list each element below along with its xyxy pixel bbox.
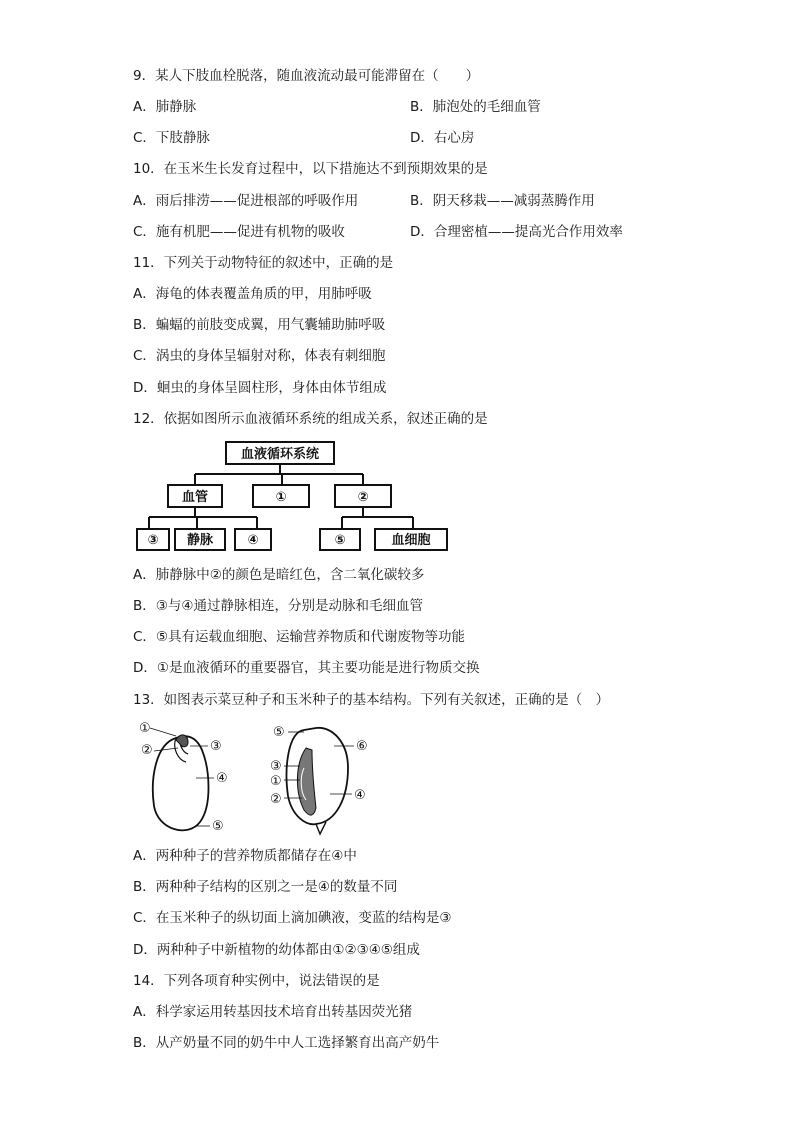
bean-label-4: ④	[216, 771, 228, 786]
q11-option-c: C．涡虫的身体呈辐射对称，体表有刺细胞	[133, 348, 386, 364]
diagram-root-label: 血液循环系统	[240, 447, 320, 462]
q9-option-a: A．肺静脉	[133, 99, 197, 115]
q11-stem: 11．下列关于动物特征的叙述中，正确的是	[133, 255, 394, 271]
corn-label-3: ③	[270, 759, 282, 774]
corn-label-5: ⑤	[273, 725, 285, 740]
corn-label-1: ①	[270, 774, 282, 789]
q11-option-d: D．蛔虫的身体呈圆柱形，身体由体节组成	[133, 380, 387, 396]
bean-label-5: ⑤	[212, 819, 224, 834]
q10-stem: 10．在玉米生长发育过程中，以下措施达不到预期效果的是	[133, 161, 488, 177]
q10-option-b: B．阴天移栽——减弱蒸腾作用	[410, 193, 595, 209]
corn-label-6: ⑥	[356, 739, 368, 754]
q13-option-d: D．两种种子中新植物的幼体都由①②③④⑤组成	[133, 942, 420, 958]
corn-label-2: ②	[270, 792, 282, 807]
q14-option-b: B．从产奶量不同的奶牛中人工选择繁育出高产奶牛	[133, 1035, 440, 1051]
circulation-system-diagram	[135, 440, 450, 552]
corn-seed-drawing	[284, 728, 354, 834]
q11-option-a: A．海龟的体表覆盖角质的甲，用肺呼吸	[133, 286, 372, 302]
q10-option-c: C．施有机肥——促进有机物的吸收	[133, 224, 345, 240]
q13-option-c: C．在玉米种子的纵切面上滴加碘液，变蓝的结构是③	[133, 910, 452, 926]
bean-seed-drawing	[150, 728, 214, 830]
q9-stem: 9．某人下肢血栓脱落，随血液流动最可能滞留在（ ）	[133, 68, 480, 84]
q12-option-c: C．⑤具有运载血细胞、运输营养物质和代谢废物等功能	[133, 629, 466, 645]
q9-option-b: B．肺泡处的毛细血管	[410, 99, 541, 115]
q11-option-b: B．蝙蝠的前肢变成翼，用气囊辅助肺呼吸	[133, 317, 386, 333]
q12-option-d: D．①是血液循环的重要器官，其主要功能是进行物质交换	[133, 660, 480, 676]
q12-stem: 12．依据如图所示血液循环系统的组成关系，叙述正确的是	[133, 411, 488, 427]
diagram-vessel-label: 血管	[181, 490, 209, 505]
q12-option-a: A．肺静脉中②的颜色是暗红色，含二氧化碳较多	[133, 567, 425, 583]
bean-label-1: ①	[139, 721, 151, 736]
q9-option-c: C．下肢静脉	[133, 130, 210, 146]
q13-option-a: A．两种种子的营养物质都储存在④中	[133, 848, 357, 864]
diagram-blood-cell-label: 血细胞	[391, 533, 431, 548]
bean-label-3: ③	[210, 739, 222, 754]
diagram-2-label: ②	[357, 490, 369, 505]
q14-option-a: A．科学家运用转基因技术培育出转基因荧光猪	[133, 1004, 413, 1020]
corn-label-4: ④	[354, 788, 366, 803]
diagram-3-label: ③	[147, 533, 159, 548]
q9-option-d: D．右心房	[410, 130, 475, 146]
q14-stem: 14．下列各项育种实例中，说法错误的是	[133, 973, 380, 989]
q13-stem: 13．如图表示菜豆种子和玉米种子的基本结构。下列有关叙述，正确的是（ ）	[133, 692, 610, 708]
q13-option-b: B．两种种子结构的区别之一是④的数量不同	[133, 879, 398, 895]
diagram-1-label: ①	[275, 490, 287, 505]
q10-option-d: D．合理密植——提高光合作用效率	[410, 224, 623, 240]
seed-structure-diagram	[136, 718, 386, 840]
diagram-5-label: ⑤	[334, 533, 346, 548]
q12-option-b: B．③与④通过静脉相连，分别是动脉和毛细血管	[133, 598, 423, 614]
diagram-4-label: ④	[247, 533, 259, 548]
diagram-vein-label: 静脉	[186, 533, 214, 548]
bean-label-2: ②	[141, 743, 153, 758]
q10-option-a: A．雨后排涝——促进根部的呼吸作用	[133, 193, 359, 209]
